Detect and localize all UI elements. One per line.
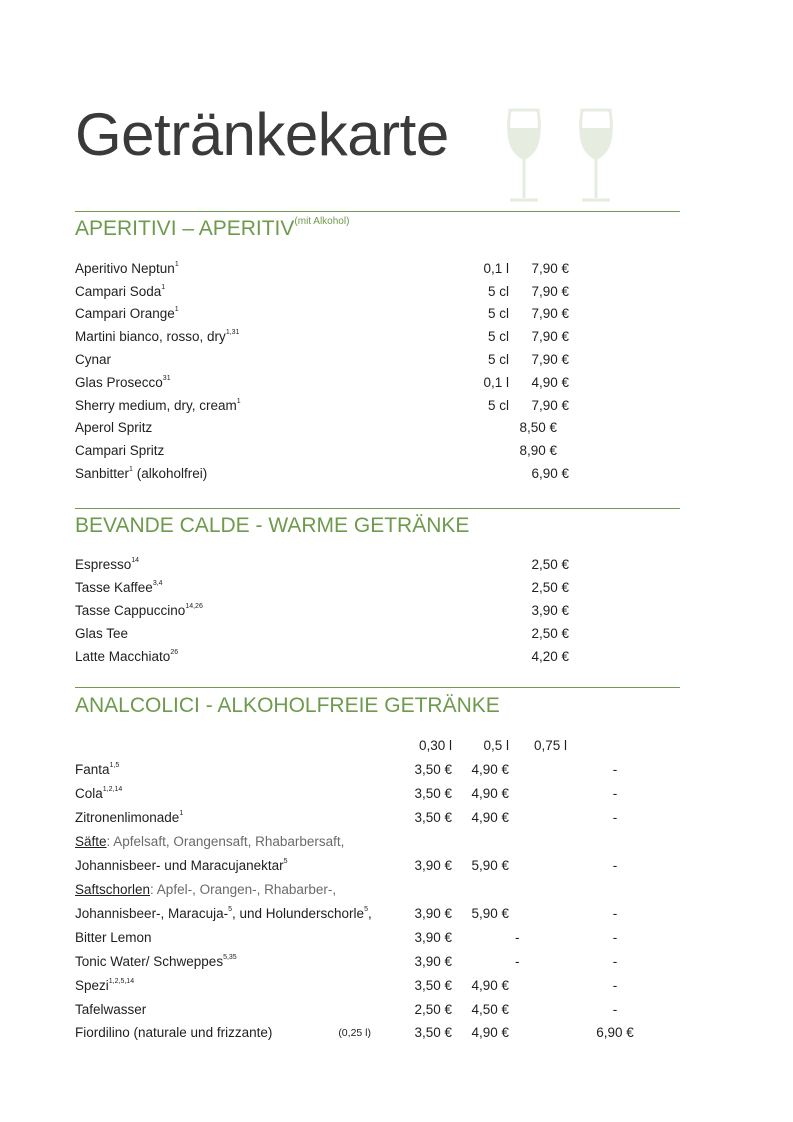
menu-item: Tasse Kaffee$^{3,4}$ 2,50 € [75, 580, 569, 595]
menu-item: Aperol Spritz 8,50 € [75, 420, 557, 435]
menu-item: Glas Prosecco$^{31}$ 0,1 l 4,90 € [75, 375, 569, 390]
menu-item: Glas Tee 2,50 € [75, 626, 569, 641]
menu-item: Tasse Cappuccino$^{14,26}$ 3,90 € [75, 603, 569, 618]
menu-item: Campari Soda$^1$ 5 cl 7,90 € [75, 284, 569, 299]
menu-item: Tafelwasser 2,50 € 4,50 € - [75, 1002, 618, 1017]
menu-item: Campari Spritz 8,90 € [75, 443, 557, 458]
menu-item: Zitronenlimonade$^1$ 3,50 € 4,90 € - [75, 810, 618, 825]
section-heading-aperitivi: APERITIVI – $APERITIV^{(mit Alkohol)}$ [75, 216, 350, 240]
page-title: Getränkekarte [75, 101, 449, 168]
menu-item: Aperitivo Neptun$^1$ 0,1 l 7,90 € [75, 261, 569, 276]
section-divider [75, 211, 680, 212]
menu-item: Cynar 5 cl 7,90 € [75, 352, 569, 367]
menu-item: Bitter Lemon 3,90 € - - [75, 930, 618, 945]
menu-item: Espresso$^{14}$ 2,50 € [75, 557, 569, 572]
menu-item: Martini bianco, rosso, dry$^{1,31}$ 5 cl 7,90 € [75, 329, 569, 344]
menu-item: Latte Macchiato$^{26}$ 4,20 € [75, 649, 569, 664]
column-header: 0,75 l [533, 738, 567, 753]
menu-item: Johannisbeer-, Maracuja-$^5$, und Holunderschorle$^5$, 3,90 € 5,90 € - [75, 906, 618, 921]
section-divider [75, 508, 680, 509]
section-heading-warm: BEVANDE CALDE - WARME GETRÄNKE [75, 514, 470, 537]
section-divider [75, 687, 680, 688]
menu-item: Fiordilino (naturale und frizzante) (0,25 l) 3,50 € 4,90 € 6,90 € [75, 1025, 634, 1040]
section-heading-analcolici: ANALCOLICI - ALKOHOLFREIE GETRÄNKE [75, 694, 500, 717]
column-headers [75, 738, 675, 760]
menu-item: Säfte: Apfelsaft, Orangensaft, Rhabarbersaft, [75, 834, 345, 849]
menu-item: Sherry medium, dry, cream$^1$ 5 cl 7,90 € [75, 398, 569, 413]
menu-item: Spezi$^{1,2,5,14}$ 3,50 € 4,90 € - [75, 978, 618, 993]
column-header: 0,30 l [418, 738, 452, 753]
menu-item: Sanbitter$^1$ (alkoholfrei) 6,90 € [75, 466, 569, 481]
wine-glasses-icon [500, 108, 620, 204]
menu-item: Tonic Water/ Schweppes$^{5,35}$ 3,90 € - - [75, 954, 618, 969]
menu-item: Saftschorlen: Apfel-, Orangen-, Rhabarber-, [75, 882, 337, 897]
menu-item: Cola$^{1,2,14}$ 3,50 € 4,90 € - [75, 786, 618, 801]
menu-item: Campari Orange$^1$ 5 cl 7,90 € [75, 306, 569, 321]
menu-item: Johannisbeer- und Maracujanektar$^5$ 3,90 € 5,90 € - [75, 858, 618, 873]
menu-item: Fanta$^{1,5}$ 3,50 € 4,90 € - [75, 762, 618, 777]
column-header: 0,5 l [483, 738, 509, 753]
